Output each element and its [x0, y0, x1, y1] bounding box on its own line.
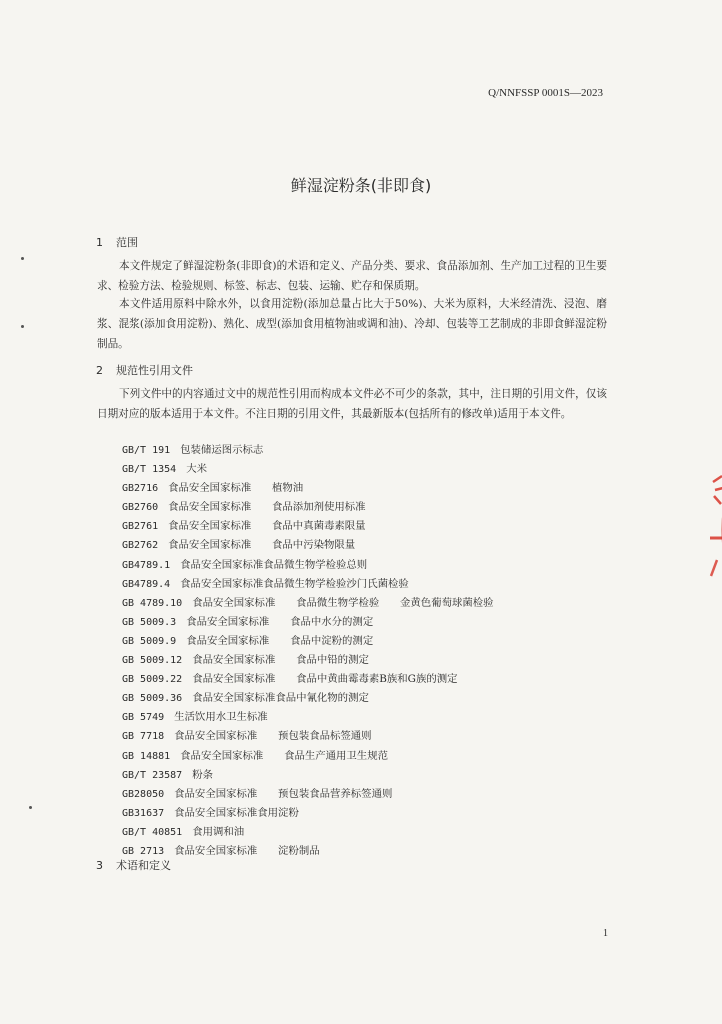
- reference-code: GB/T 1354: [122, 464, 177, 476]
- reference-item: [122, 441, 494, 460]
- reference-item: [122, 804, 494, 823]
- reference-code: GB28050: [122, 788, 165, 800]
- reference-item: [122, 689, 494, 708]
- reference-code: GB 5009.12: [122, 655, 183, 667]
- reference-title: 食用调和油: [192, 825, 245, 838]
- scan-speck: [21, 325, 24, 328]
- reference-code: GB4789.4: [122, 578, 171, 590]
- reference-item: [122, 575, 494, 594]
- section-number: 1: [96, 236, 103, 249]
- reference-title: 食品安全国家标准 食品中污染物限量: [168, 539, 356, 552]
- reference-code: GB 7718: [122, 731, 165, 743]
- reference-item: [122, 479, 494, 498]
- reference-item: [122, 651, 494, 670]
- reference-title: 食品安全国家标准 淀粉制品: [174, 844, 320, 857]
- reference-code: GB 5009.22: [122, 674, 183, 686]
- reference-code: GB 2713: [122, 845, 165, 857]
- reference-code: GB 5009.9: [122, 635, 177, 647]
- reference-title: 食品安全国家标准食品中氰化物的测定: [192, 692, 369, 705]
- reference-code: GB2760: [122, 502, 159, 514]
- document-title: 鲜湿淀粉条(非即食): [290, 176, 432, 195]
- reference-item: [122, 766, 494, 785]
- seal-mark-2: [711, 560, 717, 576]
- reference-item: [122, 785, 494, 804]
- reference-item: [122, 670, 494, 689]
- section-number: 3: [96, 859, 103, 872]
- section-title: 术语和定义: [116, 859, 171, 872]
- section-1-paragraph-2: 本文件适用原料中除水外，以食用淀粉(添加总量占比大于50%)、大米为原料，大米经清洗、浸泡、磨浆、混浆(添加食用淀粉)、熟化、成型(添加食用植物油或调和油)、冷却、包装等工艺制成的非即食鲜湿淀粉制品。: [97, 298, 607, 350]
- reference-title: 食品安全国家标准 食品生产通用卫生规范: [180, 749, 388, 762]
- scan-speck: [29, 806, 32, 809]
- section-title: 范围: [116, 236, 138, 249]
- reference-title: 生活饮用水卫生标准: [174, 711, 268, 724]
- reference-code: GB/T 191: [122, 445, 171, 456]
- reference-code: GB/T 40851: [122, 826, 183, 838]
- scan-speck: [21, 257, 24, 260]
- reference-title: 食品安全国家标准 食品中淀粉的测定: [186, 634, 374, 647]
- reference-code: GB2716: [122, 483, 159, 495]
- reference-code: GB 4789.10: [122, 597, 183, 609]
- reference-item: [122, 556, 494, 575]
- reference-item: [122, 727, 494, 746]
- reference-title: 食品安全国家标准 食品中真菌毒素限量: [168, 520, 366, 533]
- reference-item: [122, 460, 494, 479]
- reference-code: GB 14881: [122, 750, 171, 762]
- section-title: 规范性引用文件: [116, 364, 193, 377]
- reference-item: [122, 708, 494, 727]
- reference-item: [122, 632, 494, 651]
- reference-code: GB/T 23587: [122, 769, 183, 781]
- reference-code: GB4789.1: [122, 559, 171, 571]
- reference-title: 食品安全国家标准 食品中黄曲霉毒素B族和G族的测定: [192, 673, 458, 686]
- reference-title: 食品安全国家标准 植物油: [168, 482, 304, 495]
- reference-item: [122, 517, 494, 536]
- section-2-heading: [96, 362, 193, 378]
- reference-code: GB2761: [122, 521, 159, 533]
- reference-item: [122, 747, 494, 766]
- reference-title: 食品安全国家标准 食品中水分的测定: [186, 615, 374, 628]
- seal-glyph-fragment: [713, 476, 722, 504]
- section-1-paragraph-1: 本文件规定了鲜湿淀粉条(非即食)的术语和定义、产品分类、要求、食品添加剂、生产加工过程的卫生要求、检验方法、检验规则、标签、标志、包装、运输、贮存和保质期。: [97, 260, 607, 292]
- red-seal-fragment: [705, 460, 722, 600]
- reference-title: 食品安全国家标准 食品添加剂使用标准: [168, 501, 366, 514]
- reference-title: 食品安全国家标准 预包装食品营养标签通则: [174, 787, 393, 800]
- section-number: 2: [96, 364, 103, 377]
- section-2-paragraph-1: 下列文件中的内容通过文中的规范性引用而构成本文件必不可少的条款，其中，注日期的引用文件，仅该日期对应的版本适用于本文件。不注日期的引用文件，其最新版本(包括所有的修改单)适用于本文件。: [97, 388, 607, 420]
- reference-title: 粉条: [192, 768, 213, 781]
- section-1-heading: [96, 234, 138, 250]
- reference-code: GB 5009.3: [122, 616, 177, 628]
- page-number: 1: [603, 928, 608, 939]
- reference-title: 食品安全国家标准 食品微生物学检验 金黄色葡萄球菌检验: [192, 596, 494, 609]
- reference-item: [122, 613, 494, 632]
- reference-code: GB 5749: [122, 712, 165, 724]
- reference-item: [122, 594, 494, 613]
- reference-list: [122, 441, 494, 861]
- reference-item: [122, 498, 494, 517]
- document-code: Q/NNFSSP 0001S—2023: [488, 87, 603, 99]
- reference-item: [122, 842, 494, 861]
- reference-title: 包装储运图示标志: [180, 444, 264, 456]
- reference-code: GB 5009.36: [122, 693, 183, 705]
- reference-item: [122, 536, 494, 555]
- reference-item: [122, 823, 494, 842]
- reference-title: 食品安全国家标准 预包装食品标签通则: [174, 730, 372, 743]
- reference-title: 食品安全国家标准食品微生物学检验沙门氏菌检验: [180, 577, 409, 590]
- reference-title: 食品安全国家标准食用淀粉: [174, 806, 299, 819]
- reference-title: 食品安全国家标准 食品中铅的测定: [192, 654, 369, 667]
- section-3-heading: [96, 857, 171, 873]
- reference-title: 大米: [186, 463, 207, 476]
- reference-code: GB2762: [122, 540, 159, 552]
- reference-title: 食品安全国家标准食品微生物学检验总则: [180, 558, 368, 571]
- reference-code: GB31637: [122, 807, 165, 819]
